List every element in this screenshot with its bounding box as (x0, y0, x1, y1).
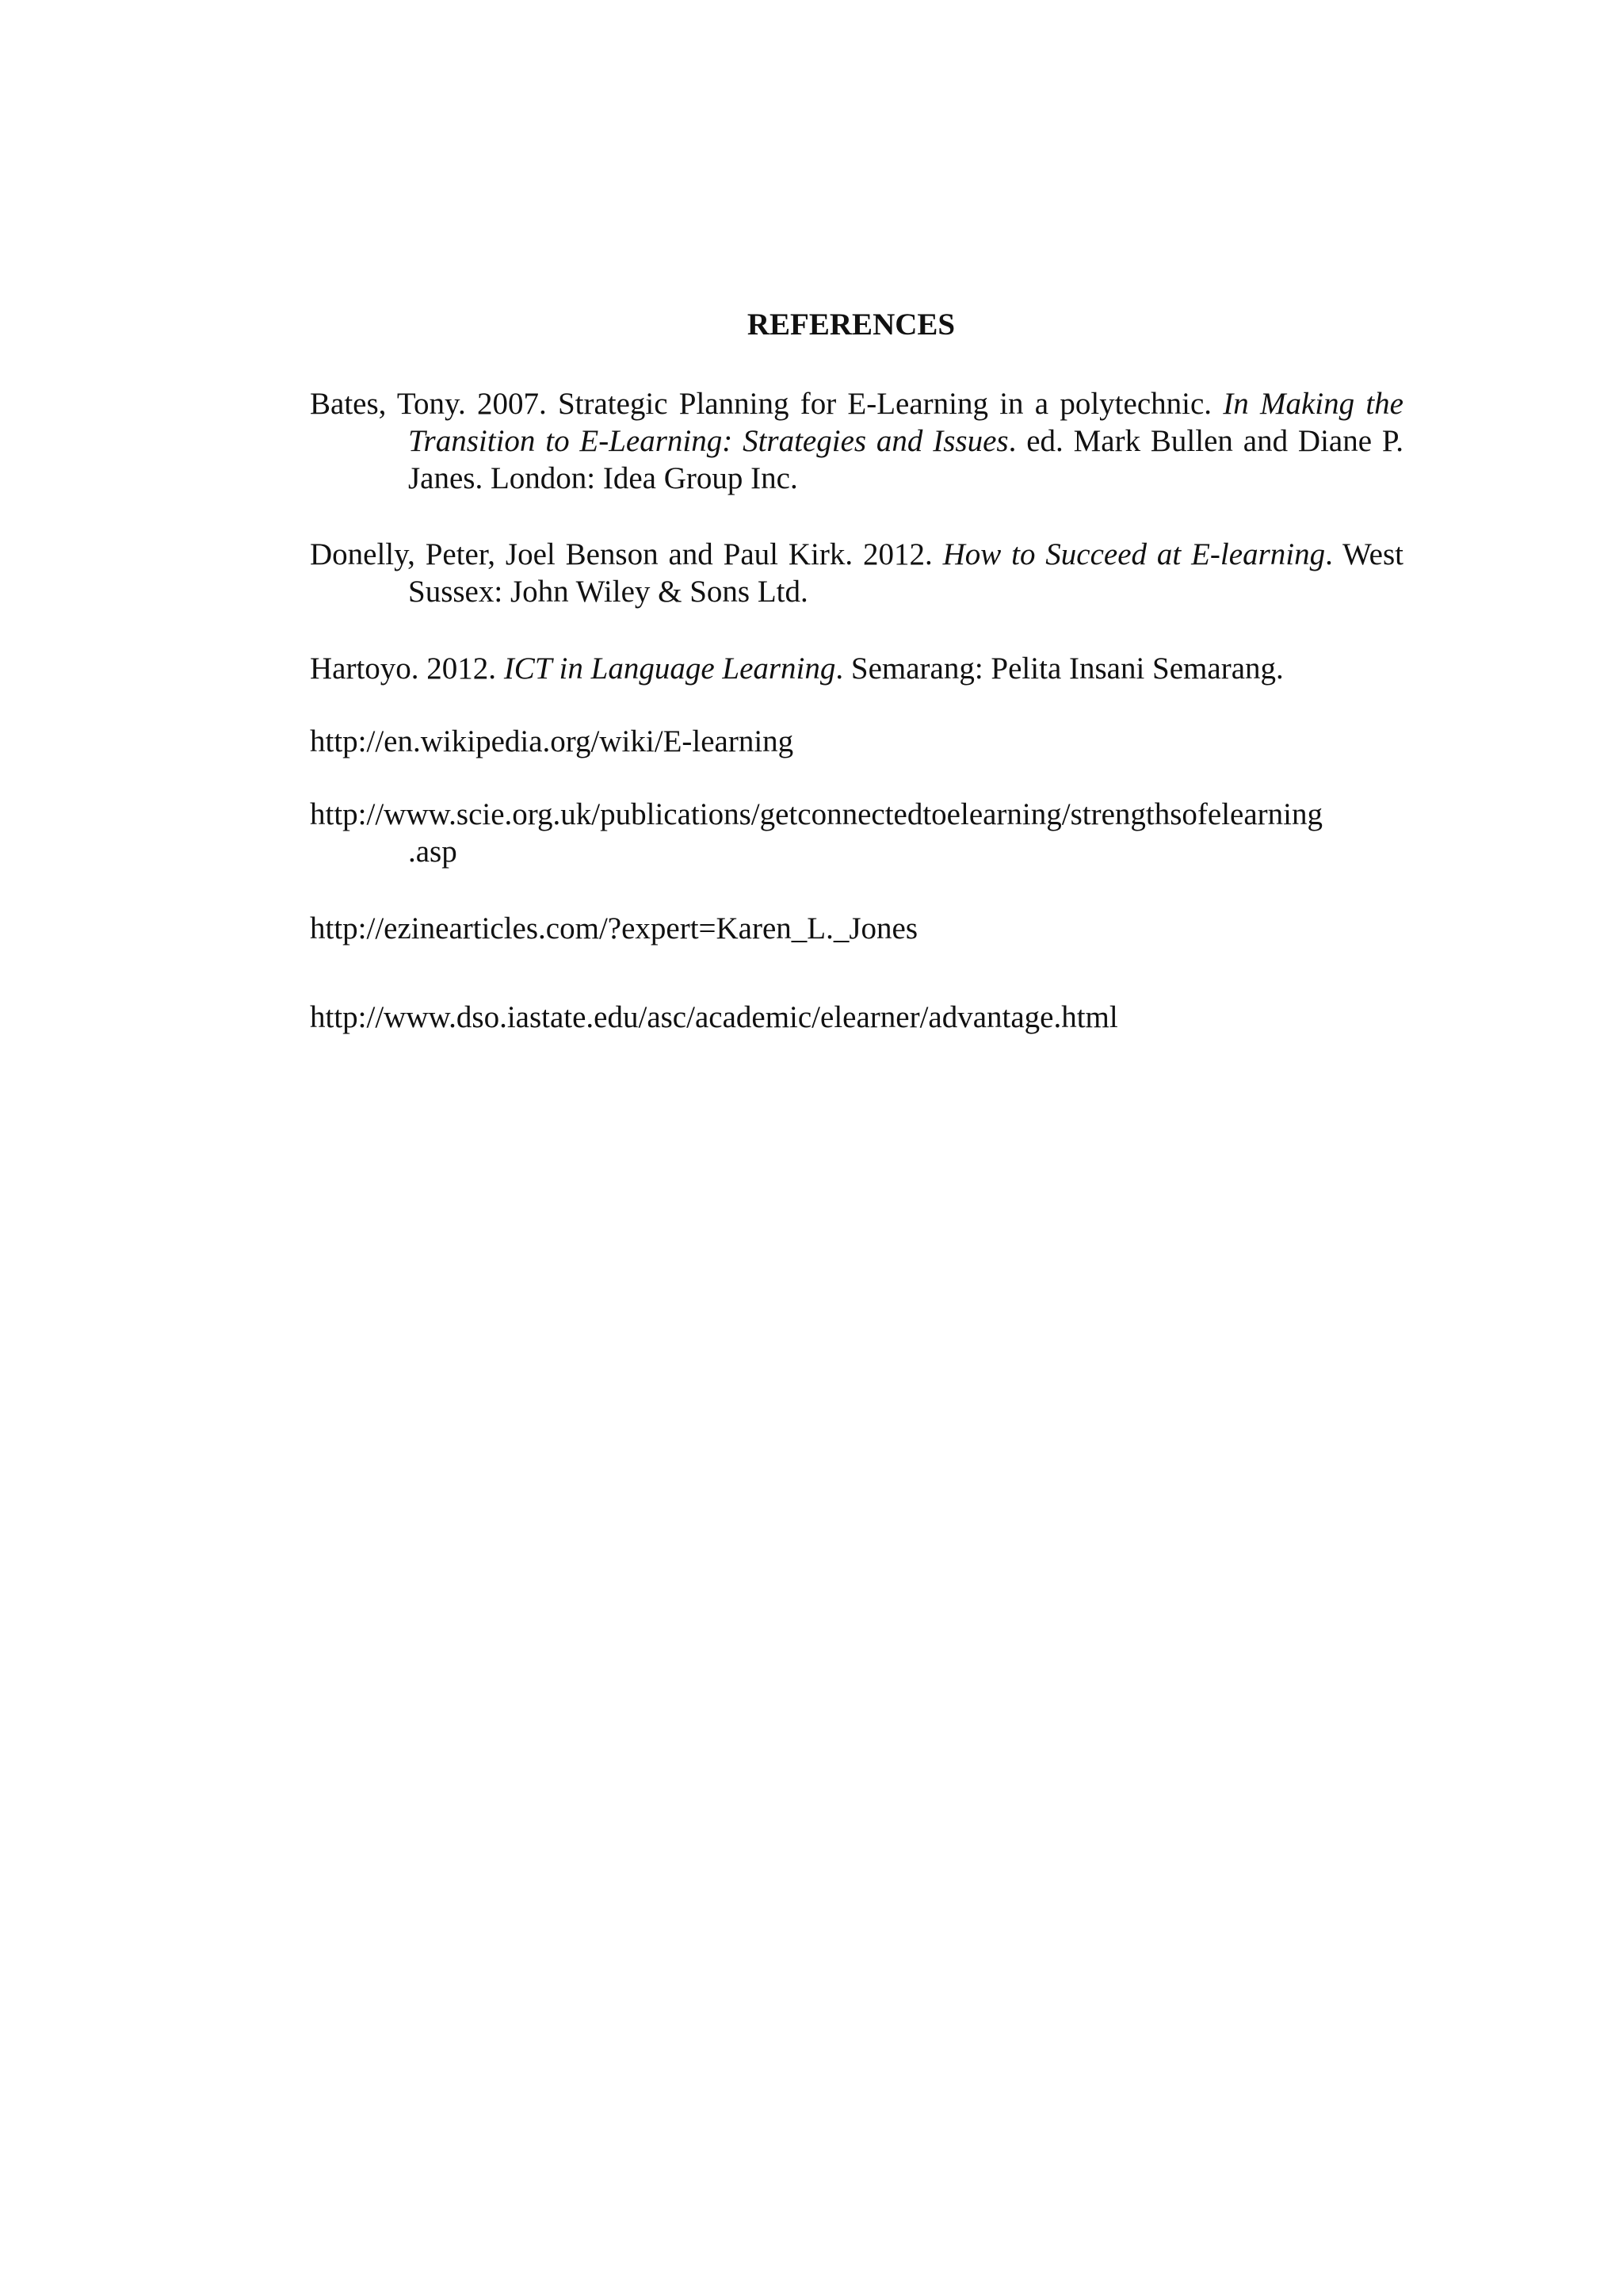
reference-entry-hartoyo (310, 650, 1403, 723)
reference-entry-bates (310, 385, 1403, 536)
reference-url-iastate (310, 999, 1403, 1038)
reference-title: In Making the Transition to E-Learning: Strategies and Issues (408, 387, 1403, 458)
reference-text: . ed. Mark Bullen and Diane P. Janes. London: Idea Group Inc. (408, 424, 1403, 495)
reference-text: Bates, Tony. 2007. Strategic Planning for E-Learning in a polytechnic. (310, 387, 1224, 421)
url-text-continuation: .asp (408, 835, 457, 869)
reference-entry-donelly (310, 536, 1403, 650)
reference-title: ICT in Language Learning (503, 651, 836, 686)
reference-text: Donelly, Peter, Joel Benson and Paul Kirk. 2012. (310, 537, 943, 571)
url-text: http://www.dso.iastate.edu/asc/academic/elearner/advantage.html (310, 1000, 1118, 1034)
url-text: http://www.scie.org.uk/publications/getconnectedtoelearning/strengthsofelearning (310, 797, 1323, 831)
reference-url-scie (310, 796, 1403, 910)
page-title: REFERENCES (747, 308, 956, 342)
url-text: http://en.wikipedia.org/wiki/E-learning (310, 724, 794, 758)
reference-title: How to Succeed at E-learning (942, 537, 1326, 571)
reference-url-ezinearticles (310, 910, 1403, 999)
reference-list (310, 385, 1403, 1038)
reference-text: Hartoyo. 2012. (310, 651, 504, 686)
reference-text: . Semarang: Pelita Insani Semarang. (835, 651, 1284, 686)
url-text: http://ezinearticles.com/?expert=Karen_L._Jones (310, 911, 918, 946)
reference-url-wikipedia (310, 723, 1403, 796)
reference-text: . West Sussex: John Wiley & Sons Ltd. (408, 537, 1403, 609)
